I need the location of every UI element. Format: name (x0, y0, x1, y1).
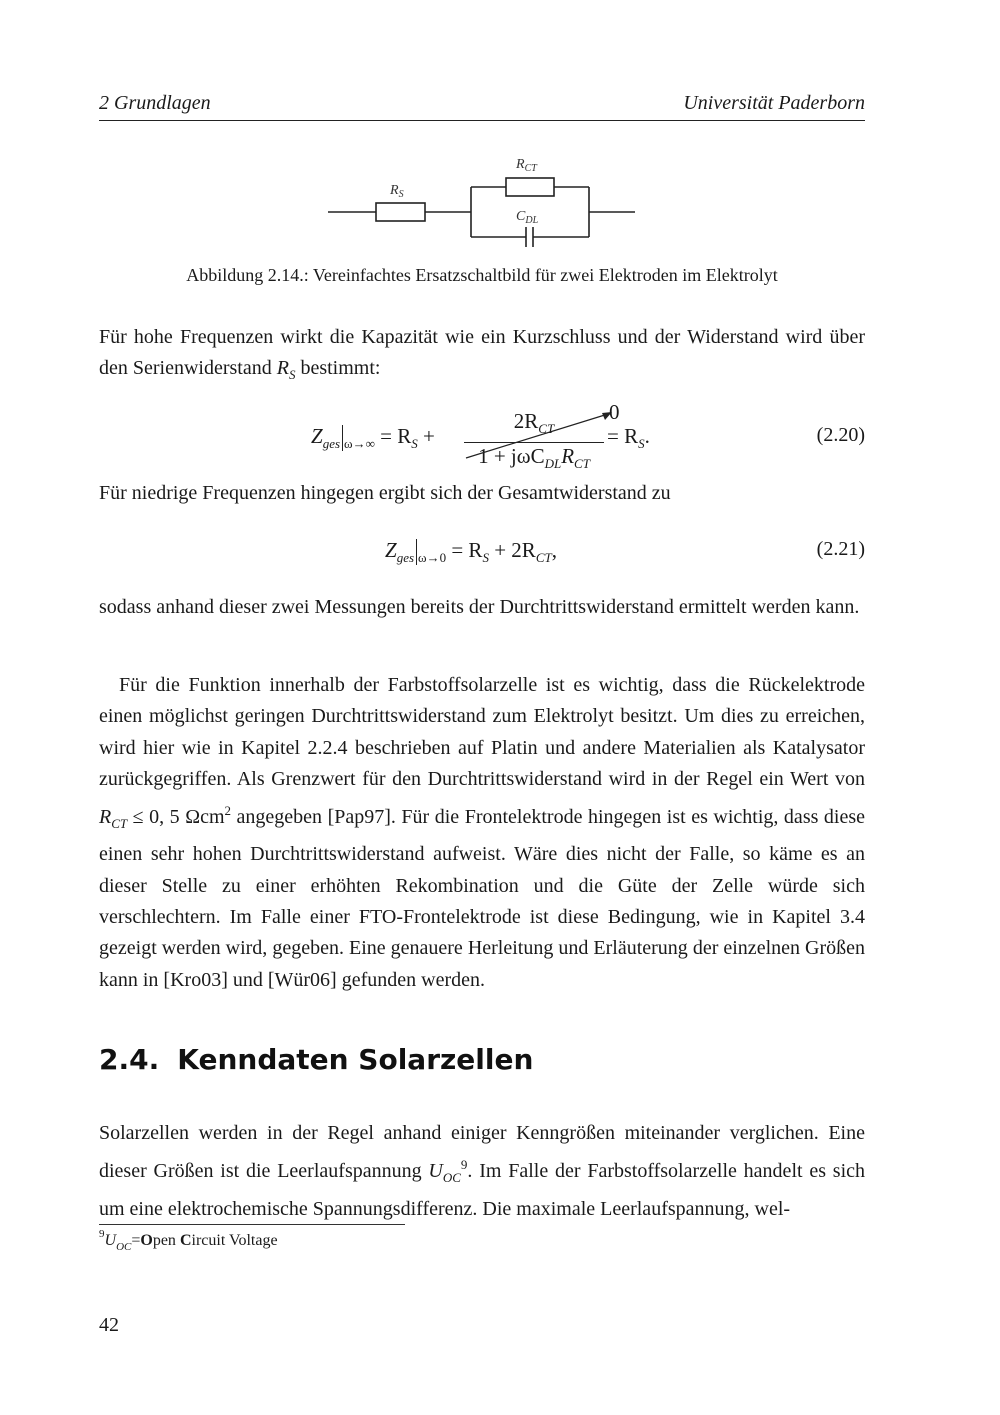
footnote-mark: 9 (460, 1157, 468, 1173)
eq220-rhs: = $R_S$. (607, 424, 650, 451)
running-header (99, 90, 865, 121)
paragraph-electrode-function: Für die Funktion innerhalb der Farbstoffsolarzelle ist es wichtig, dass die Rückelektrode einen möglichst geringen Durchtrittswiderstand zum Elektrolyt besitzt. Um dies zu erreichen, wird hier wie in Kapitel 2.2.4 beschrieben auf Platin und andere Materialien als Katalysator zurückgegriffen. Als Grenzwert für den Durchtrittswiderstand wird in der Regel ein Wert von $R_{CT} \le 0$, 5 Ωcm$^2$ angegeben [Pap97]. Für die Frontelektrode hingegen ist es wichtig, dass diese einen sehr hohen Durchtrittswiderstand aufweist. Wäre dies nicht der Falle, so käme es an dieser Stelle zu einer erhöhten Rekombination und die Güte der Zelle würde sich verschlechtern. Im Falle einer FTO-Frontelektrode ist diese Bedingung, wie in Kapitel 3.4 gezeigt werden wird, gegeben. Eine genauere Herleitung und Erläuterung der einzelnen Größen kann in [Kro03] und [Wür06] gefunden werden. (99, 674, 866, 991)
page-number: 42 (99, 1314, 119, 1336)
paragraph-low-frequency: Für niedrige Frequenzen hingegen ergibt sich der Gesamtwiderstand zu (99, 482, 671, 504)
eq220-numerator: $2R_{CT}$ (513, 409, 555, 436)
section-heading: 2.4. Kenndaten Solarzellen (99, 1043, 534, 1076)
header-university: Universität Paderborn (683, 92, 865, 114)
figure-caption: Abbildung 2.14.: Vereinfachtes Ersatzschaltbild für zwei Elektroden im Elektrolyt (186, 265, 778, 285)
resistor-rct (506, 178, 554, 196)
label-rs: $R_S$ (390, 183, 404, 200)
eq220-denominator: $1 + j\omega C_{DL}R_{CT}$ (464, 442, 604, 477)
paragraph-solar-cell-parameters: Solarzellen werden in der Regel anhand einiger Kenngrößen miteinander verglichen. Eine dieser Größen ist die Leerlaufspannung $U_{OC}^9$. Im Falle der Farbstoffsolarzelle handelt es sich um eine elektrochemische Spannungsdifferenz. Die maximale Leerlaufspannung, wel- (99, 1122, 866, 1220)
equation-2-21 (99, 536, 865, 572)
equation-2-20 (99, 400, 865, 470)
eq220-arrow-label: 0 (609, 400, 620, 424)
paragraph-measurement: sodass anhand dieser zwei Messungen bereits der Durchtrittswiderstand ermittelt werden kann. (99, 596, 860, 618)
header-chapter: 2 Grundlagen (99, 92, 211, 114)
label-cdl: $C_{DL}$ (516, 209, 539, 226)
paragraph-high-frequency: Für hohe Frequenzen wirkt die Kapazität wie ein Kurzschluss und der Widerstand wird über den Serienwiderstand $R_S$ bestimmt: (99, 326, 865, 383)
eq220-lhs: $Z_{ges}$ $_{\omega\to\infty} = R_S$ + (311, 424, 435, 451)
equivalent-circuit-diagram (320, 148, 650, 258)
eq221-body: $Z_{ges}$ $_{\omega\to 0} = R_S + 2R_{CT}$, (385, 538, 557, 565)
equation-number-2-21: (2.21) (816, 538, 865, 560)
footnote-9: $^9U_{OC}=Open$ Circuit Voltage (99, 1228, 278, 1253)
eq220-cancel-arrow (464, 404, 624, 464)
resistor-rs (376, 203, 425, 221)
footnote-rule (99, 1224, 405, 1225)
label-rct: $R_{CT}$ (516, 157, 537, 174)
equation-number-2-20: (2.20) (816, 424, 865, 446)
